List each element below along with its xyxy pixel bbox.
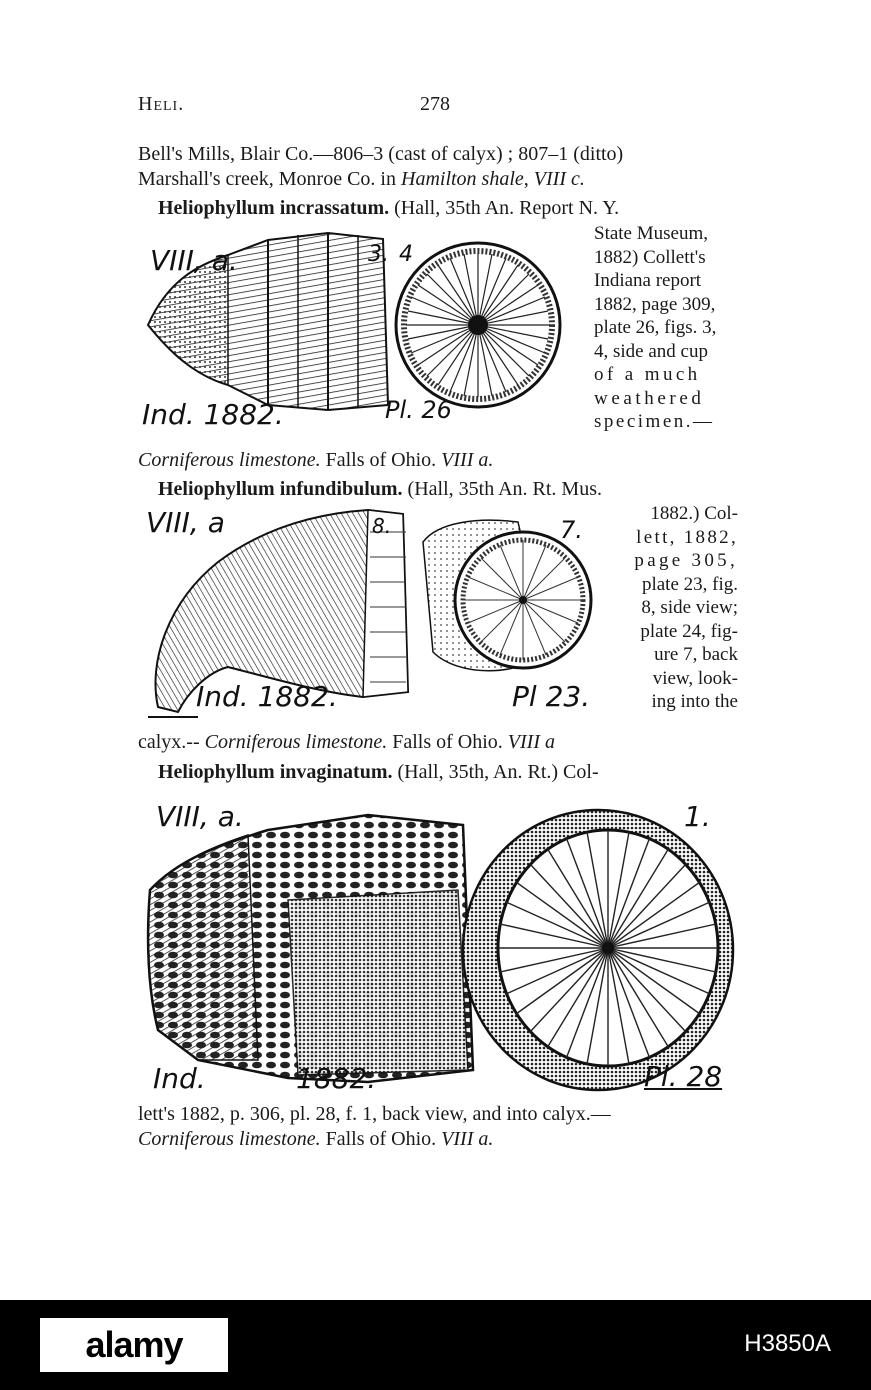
entry1-footer: Corniferous limestone. Falls of Ohio. VIII a. bbox=[138, 449, 494, 471]
intro-line-2: Marshall's creek, Monroe Co. in Hamilton shale, VIII c. bbox=[138, 168, 585, 190]
entry3-label-source-b: 1882. bbox=[296, 1062, 377, 1095]
entry2-label-fig-b: 7. bbox=[560, 516, 583, 544]
entry2-label-horizon: VIII, a bbox=[146, 506, 225, 539]
entry1-label-source: Ind. 1882. bbox=[142, 398, 284, 431]
entry3-side-specimen bbox=[148, 815, 473, 1082]
entry2-footer: calyx.-- Corniferous limestone. Falls of Ohio. VIII a bbox=[138, 731, 555, 753]
entry2-label-fig-a: 8. bbox=[372, 514, 392, 538]
entry3-footer-line-2: Corniferous limestone. Falls of Ohio. VIII a. bbox=[138, 1128, 494, 1150]
entry3-heading: Heliophyllum invaginatum. (Hall, 35th, An. Rt.) Col- bbox=[158, 761, 599, 783]
entry3-label-fig: 1. bbox=[684, 800, 711, 833]
alamy-logo: alamy bbox=[40, 1318, 228, 1372]
entry3-species-name: Heliophyllum invaginatum. bbox=[158, 761, 393, 783]
entry1-side-text: State Museum, 1882) Collett's Indiana report 1882, page 309, plate 26, figs. 3, 4, side and cup of a much weathered specimen.— bbox=[594, 223, 717, 432]
running-head: Heli. bbox=[138, 93, 185, 115]
entry2-species-name: Heliophyllum infundibulum. bbox=[158, 478, 403, 500]
intro-line-1: Bell's Mills, Blair Co.—806–3 (cast of calyx) ; 807–1 (ditto) bbox=[138, 143, 624, 165]
entry3-footer-line-1: lett's 1882, p. 306, pl. 28, f. 1, back view, and into calyx.— bbox=[138, 1103, 611, 1125]
entry3-figure bbox=[138, 790, 738, 1095]
entry2-label-plate: Pl 23. bbox=[512, 680, 591, 713]
entry1-species-name: Heliophyllum incrassatum. bbox=[158, 197, 390, 219]
entry2-heading: Heliophyllum infundibulum. (Hall, 35th An. Rt. Mus. bbox=[158, 478, 602, 500]
entry2-side-text: 1882.) Col- lett, 1882, page 305, plate 23, fig. 8, side view; plate 24, fig- ure 7, back view, look- ing into the bbox=[634, 503, 738, 712]
entry1-label-plate: Pl. 26 bbox=[385, 396, 452, 424]
entry1-heading: Heliophyllum incrassatum. (Hall, 35th An. Report N. Y. bbox=[158, 197, 620, 219]
entry1-label-fig-b: 4 bbox=[399, 242, 413, 267]
stock-image-id: H3850A bbox=[744, 1330, 831, 1357]
entry3-label-horizon: VIII, a. bbox=[156, 800, 244, 833]
entry1-label-horizon: VIII, a. bbox=[150, 244, 238, 277]
entry1-cup-specimen bbox=[396, 243, 560, 407]
entry1-label-fig-a: 3. bbox=[368, 242, 389, 267]
entry2-label-source: Ind. 1882. bbox=[196, 680, 338, 713]
entry3-label-source-a: Ind. bbox=[153, 1062, 206, 1095]
page-number: 278 bbox=[420, 93, 450, 115]
stock-watermark-bar bbox=[0, 1300, 871, 1390]
entry3-label-plate: Pl. 28 bbox=[644, 1060, 723, 1093]
entry3-cup-specimen bbox=[463, 810, 733, 1090]
